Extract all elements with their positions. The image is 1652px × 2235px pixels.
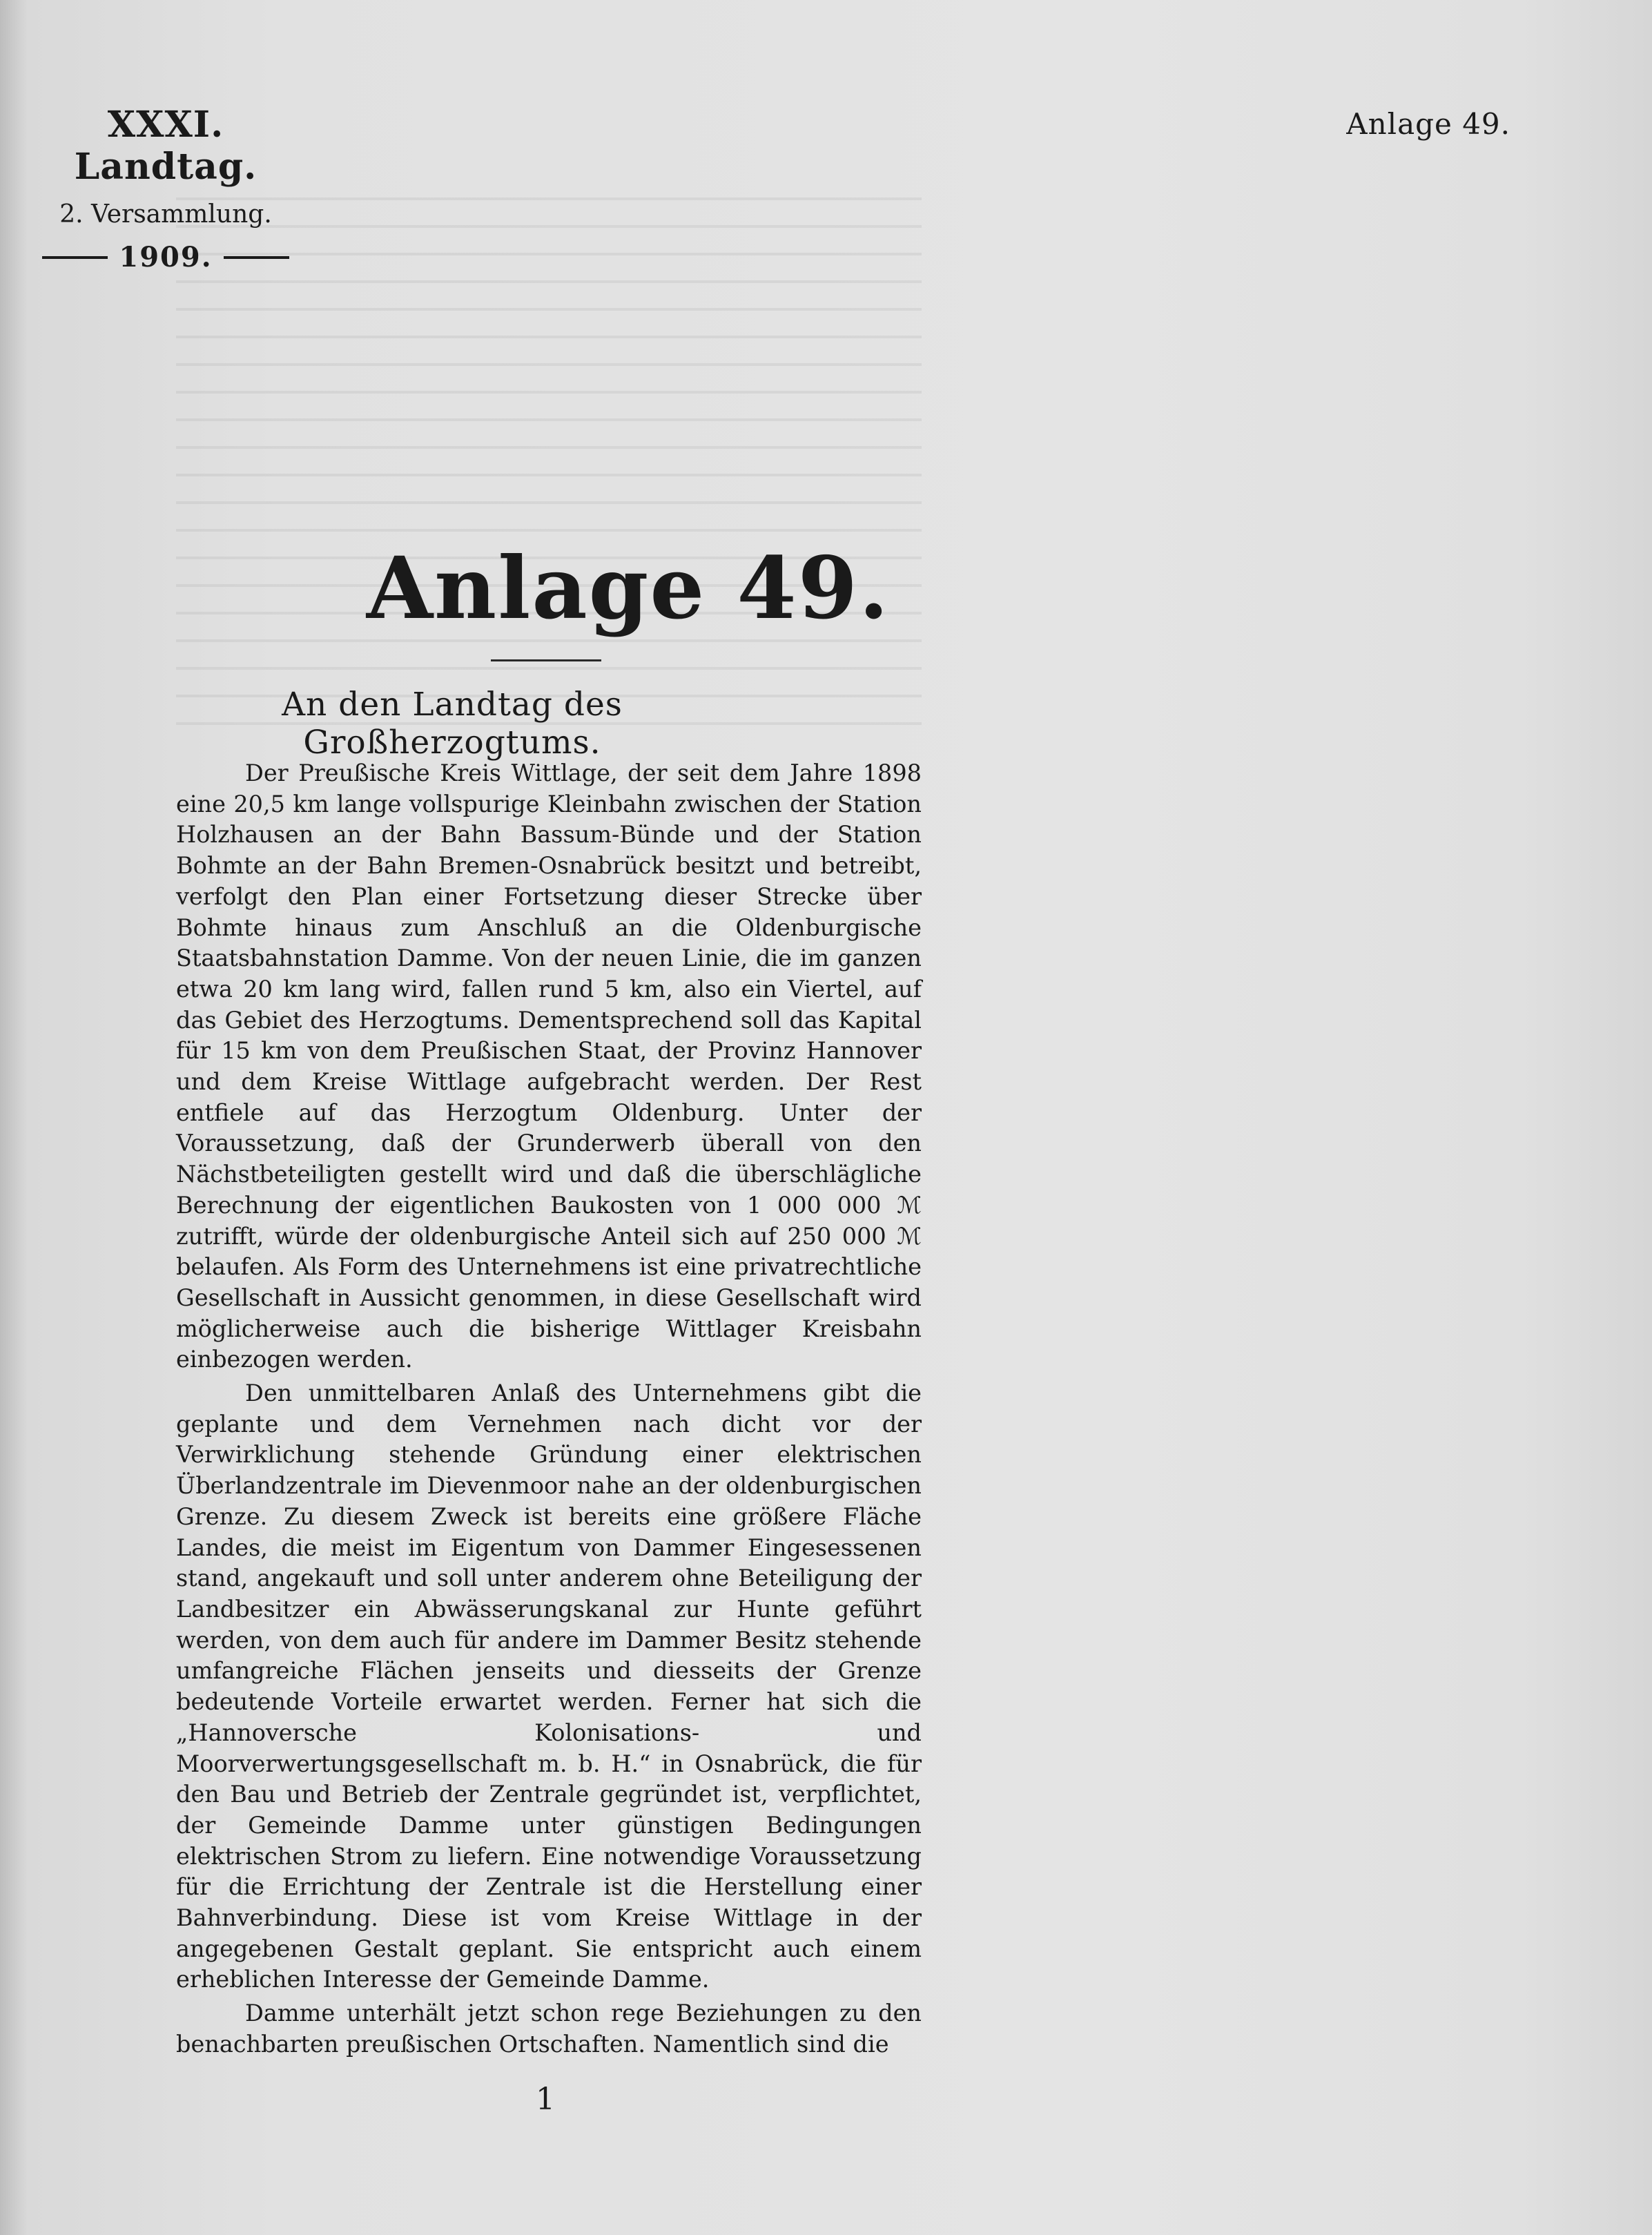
paragraph-3: Damme unterhält jetzt schon rege Beziehungen zu den benachbarten preußischen Ortschaften. Namentlich sind die [176, 2000, 922, 2058]
session-label: 2. Versammlung. [59, 200, 272, 229]
year-rule-left [42, 256, 108, 259]
page-number: 1 [536, 2082, 555, 2117]
year-rule-right [224, 256, 289, 259]
paragraph-1: Der Preußische Kreis Wittlage, der seit dem Jahre 1898 eine 20,5 km lange vollspurige Kleinbahn zwischen der Station Holzhausen an der Bahn Bassum-Bünde und der Station Bohmte an der Bahn Bremen-Osnabrück besitzt und betreibt, verfolgt den Plan einer Fortsetzung dieser Strecke über Bohmte hinaus zum Anschluß an die Oldenburgische Staatsbahnstation Damme. Von der neuen Linie, die im ganzen etwa 20 km lang wird, fallen rund 5 km, also ein Viertel, auf das Gebiet des Herzogtums. Dementsprechend soll das Kapital für 15 km von dem Preußischen Staat, der Provinz Hannover und dem Kreise Wittlage aufgebracht werden. Der Rest entfiele auf das Herzogtum Oldenburg. Unter der Voraussetzung, daß der Grunderwerb überall von den Nächstbeteiligten gestellt wird und daß die überschlägliche Berechnung der eigentlichen Baukosten von 1 000 000 ℳ zutrifft, würde der oldenburgische Anteil sich auf 250 000 ℳ belaufen. Als Form des Unternehmens ist eine privatrechtliche Gesellschaft in Aussicht genommen, in diese Gesellschaft wird möglicherweise auch die bisherige Wittlager Kreisbahn einbezogen werden. [176, 759, 922, 1373]
header-left-block [41, 104, 290, 273]
year-row [41, 241, 290, 273]
document-title: Anlage 49. [366, 539, 891, 639]
year-label: 1909. [119, 241, 213, 273]
header-anlage-label: Anlage 49. [1346, 107, 1510, 141]
landtag-title: XXXI. Landtag. [74, 104, 257, 188]
body-text [176, 758, 922, 2060]
addressee-heading: An den Landtag des Großherzogtums. [282, 686, 623, 762]
title-divider [491, 659, 601, 661]
paragraph-2: Den unmittelbaren Anlaß des Unternehmens gibt die geplante und dem Vernehmen nach dicht vor der Verwirklichung stehende Gründung einer elektrischen Überlandzentrale im Dievenmoor nahe an der oldenburgischen Grenze. Zu diesem Zweck ist bereits eine größere Fläche Landes, die meist im Eigentum von Dammer Eingesessenen stand, angekauft und soll unter anderem ohne Beteiligung der Landbesitzer ein Abwässerungskanal zur Hunte geführt werden, von dem auch für andere im Dammer Besitz stehende umfangreiche Flächen jenseits und diesseits der Grenze bedeutende Vorteile erwartet werden. Ferner hat sich die „Hannoversche Kolonisations- und Moorverwertungsgesellschaft m. b. H.“ in Osnabrück, die für den Bau und Betrieb der Zentrale gegründet ist, verpflichtet, der Gemeinde Damme unter günstigen Bedingungen elektrischen Strom zu liefern. Eine notwendige Voraussetzung für die Errichtung der Zentrale ist die Herstellung einer Bahnverbindung. Diese ist vom Kreise Wittlage in der angegebenen Gestalt geplant. Sie entspricht auch einem erheblichen Interesse der Gemeinde Damme. [176, 1380, 922, 1993]
